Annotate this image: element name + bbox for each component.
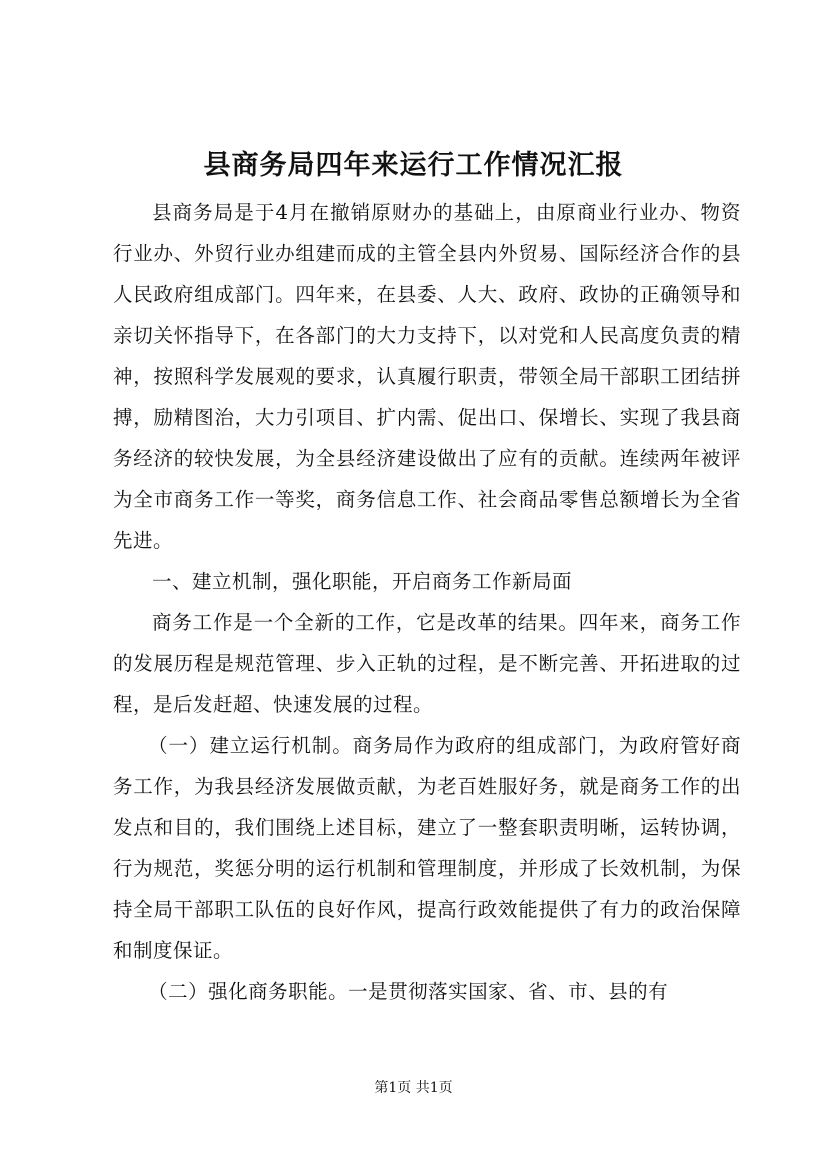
- paragraph-subsection-1: （一）建立运行机制。商务局作为政府的组成部门，为政府管好商务工作，为我县经济发展做贡献，为老百姓服好务，就是商务工作的出发点和目的，我们围绕上述目标，建立了一整套职责明晰，运转协调，行为规范，奖惩分明的运行机制和管理制度，并形成了长效机制，为保持全局干部职工队伍的良好作风，提高行政效能提供了有力的政治保障和制度保证。: [113, 734, 741, 962]
- page-number-footer: 第1页 共1页: [374, 1080, 453, 1096]
- document-body: [113, 192, 741, 1012]
- paragraph-subsection-2: （二）强化商务职能。一是贯彻落实国家、省、市、县的有: [148, 980, 669, 1003]
- paragraph-section-1: 商务工作是一个全新的工作，它是改革的结果。四年来，商务工作的发展历程是规范管理、步入正轨的过程，是不断完善、开拓进取的过程，是后发赶超、快速发展的过程。: [113, 611, 741, 716]
- paragraph-intro: 县商务局是于4月在撤销原财办的基础上，由原商业行业办、物资行业办、外贸行业办组建而成的主管全县内外贸易、国际经济合作的县人民政府组成部门。四年来，在县委、人大、政府、政协的正确领导和亲切关怀指导下，在各部门的大力支持下，以对党和人民高度负责的精神，按照科学发展观的要求，认真履行职责，带领全局干部职工团结拼搏，励精图治，大力引项目、扩内需、促出口、保增长、实现了我县商务经济的较快发展，为全县经济建设做出了应有的贡献。连续两年被评为全市商务工作一等奖，商务信息工作、社会商品零售总额增长为全省先进。: [113, 201, 741, 552]
- document-title: 县商务局四年来运行工作情况汇报: [203, 150, 624, 181]
- section-heading-1: 一、建立机制，强化职能，开启商务工作新局面: [152, 570, 573, 593]
